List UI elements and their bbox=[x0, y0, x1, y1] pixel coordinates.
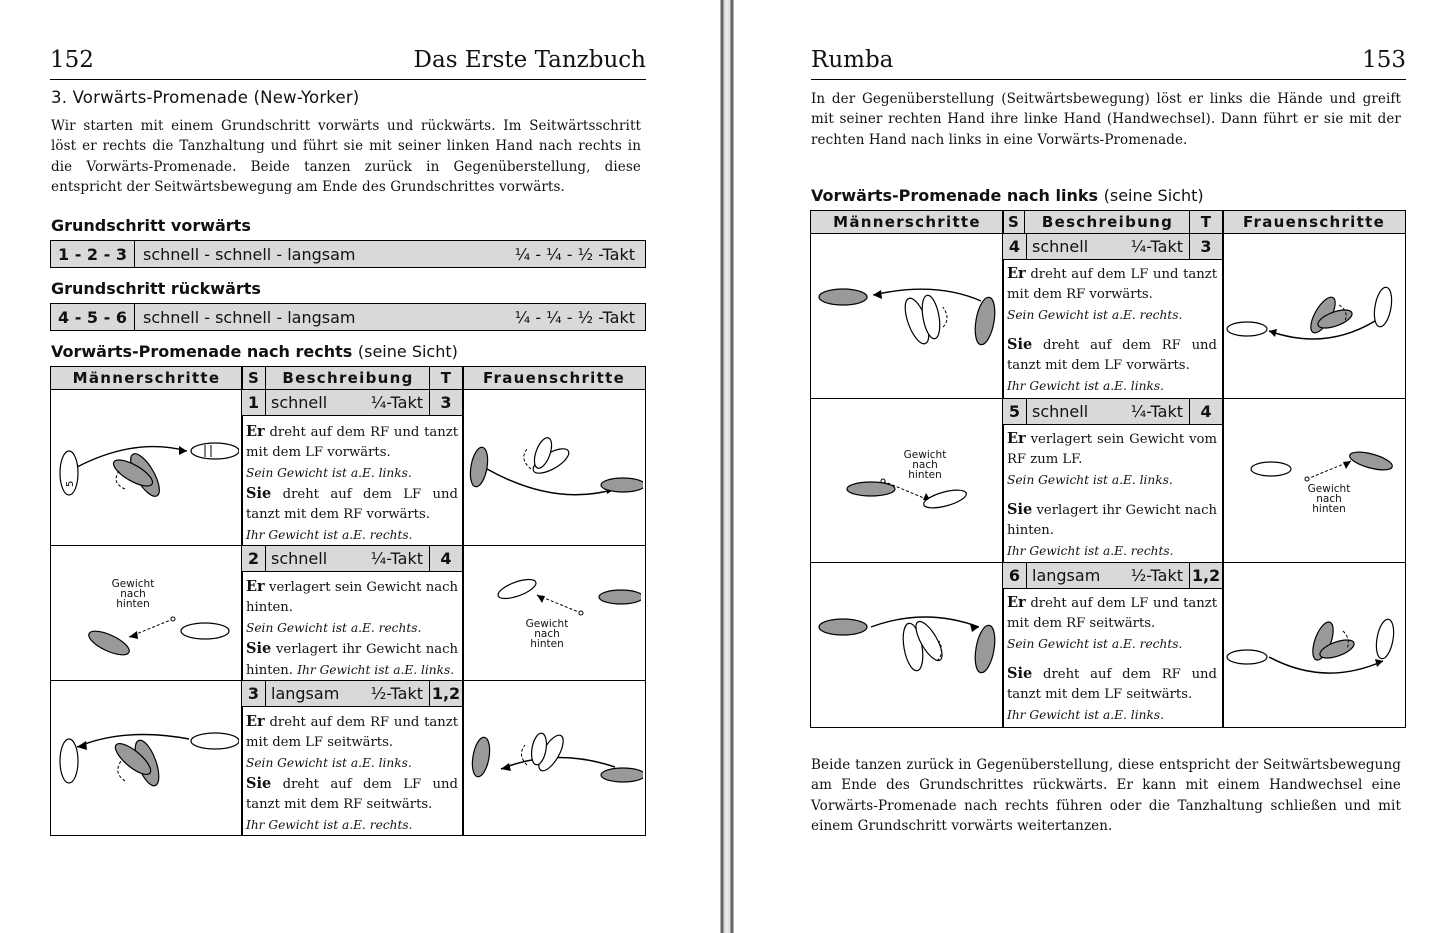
women-footprints-diagram bbox=[1225, 271, 1403, 371]
table-heading-suffix: (seine Sicht) bbox=[357, 342, 458, 361]
takt: ¼ - ¼ - ½ -Takt bbox=[514, 244, 635, 264]
divider bbox=[241, 367, 243, 835]
intro-paragraph: Wir starten mit einem Grundschritt vorwärts und rückwärts. Im Seitwärtsschritt löst er rechts die Tanzhaltung und führt sie mit seiner linken Hand nach rechts in die Vorwärts-Promenade. Beide tanzen zurück in Gegenüberstellung, diese entspricht der Seitwärtsbewegung am Ende des Grundschrittes vorwärts. bbox=[51, 118, 641, 196]
col-desc: Beschreibung bbox=[1041, 213, 1174, 231]
intro-paragraph: In der Gegenüberstellung (Seitwärtsbewegung) löst er links die Hände und greift mit seiner rechten Hand ihre linke Hand (Handwechsel). Dann führt er sie mit der rechten Hand nach links in eine Vorwärts-Promenade. bbox=[811, 91, 1401, 148]
steps-table-left bbox=[810, 210, 1406, 728]
er-text: dreht auf dem LF und tanzt mit dem RF seitwärts. bbox=[1007, 596, 1217, 632]
left-page bbox=[0, 0, 718, 933]
women-footprints-diagram bbox=[1225, 591, 1403, 701]
divider bbox=[1222, 211, 1224, 727]
er-note: Sein Gewicht ist a.E. links. bbox=[246, 466, 412, 481]
sie-text: dreht auf dem LF und tanzt mit dem RF seitwärts. bbox=[246, 776, 458, 812]
col-women: Frauenschritte bbox=[482, 369, 626, 387]
sie-label: Sie bbox=[1007, 664, 1033, 682]
takt: ¼ - ¼ - ½ -Takt bbox=[514, 307, 635, 327]
er-text: dreht auf dem LF und tanzt mit dem RF vorwärts. bbox=[1007, 267, 1217, 303]
table-header-row bbox=[811, 211, 1405, 234]
er-note: Sein Gewicht ist a.E. rechts. bbox=[246, 621, 422, 636]
men-footprints-diagram bbox=[815, 591, 999, 701]
table-header-row bbox=[51, 367, 645, 390]
er-label: Er bbox=[1007, 430, 1026, 447]
step-bar bbox=[1003, 399, 1223, 425]
er-note: Sein Gewicht ist a.E. links. bbox=[246, 756, 412, 771]
step-description bbox=[246, 422, 458, 545]
step-description bbox=[1007, 429, 1217, 561]
sie-text: dreht auf dem RF und tanzt mit dem LF vorwärts. bbox=[1007, 337, 1217, 373]
svg-text:5: 5 bbox=[65, 480, 76, 487]
basic-forward-bar bbox=[50, 240, 646, 268]
table-heading bbox=[811, 186, 1204, 205]
col-men: Männerschritte bbox=[833, 213, 981, 231]
men-footprints-diagram bbox=[81, 601, 241, 661]
step-count: 3 bbox=[1189, 234, 1222, 259]
col-women: Frauenschritte bbox=[1242, 213, 1386, 231]
divider bbox=[1002, 211, 1004, 727]
tempo: schnell - schnell - langsam bbox=[143, 244, 356, 264]
book-title: Das Erste Tanzbuch bbox=[413, 47, 646, 73]
col-s: S bbox=[247, 369, 261, 387]
sie-label: Sie bbox=[1007, 335, 1033, 353]
step-bar bbox=[242, 390, 463, 416]
col-men: Männerschritte bbox=[72, 369, 221, 387]
step-number: 1 bbox=[242, 390, 266, 415]
divider bbox=[462, 367, 464, 835]
step-takt: ½-Takt bbox=[1130, 566, 1183, 585]
men-footprints-diagram bbox=[841, 473, 1001, 523]
step-takt: ¼-Takt bbox=[1130, 402, 1183, 421]
sie-label: Sie bbox=[1007, 500, 1033, 518]
left-page-header bbox=[50, 44, 646, 80]
count: 4 - 5 - 6 bbox=[51, 304, 135, 330]
col-s: S bbox=[1007, 213, 1021, 231]
step-takt: ½-Takt bbox=[370, 684, 423, 703]
divider bbox=[1189, 211, 1190, 234]
step-count: 1,2 bbox=[1189, 563, 1222, 588]
er-note: Sein Gewicht ist a.E. links. bbox=[1007, 473, 1173, 488]
table-heading-text: Vorwärts-Promenade nach rechts bbox=[51, 342, 353, 361]
men-footprints-diagram bbox=[815, 261, 999, 381]
sie-text: verlagert ihr Gewicht nach hinten. bbox=[1007, 502, 1217, 538]
step-bar bbox=[242, 681, 463, 707]
step-description bbox=[1007, 264, 1217, 396]
section-title: 3. Vorwärts-Promenade (New-Yorker) bbox=[51, 88, 360, 107]
divider bbox=[429, 367, 430, 390]
sie-text: dreht auf dem RF und tanzt mit dem LF seitwärts. bbox=[1007, 666, 1217, 702]
sie-note: Ihr Gewicht ist a.E. links. bbox=[1007, 379, 1164, 394]
table-heading-suffix: (seine Sicht) bbox=[1103, 186, 1204, 205]
right-page bbox=[736, 0, 1455, 933]
sie-text: verlagert ihr Gewicht nach hinten. bbox=[246, 641, 458, 678]
step-tempo: schnell bbox=[271, 549, 328, 568]
er-label: Er bbox=[1007, 594, 1026, 611]
step-bar bbox=[1003, 563, 1223, 589]
chapter-title: Rumba bbox=[811, 47, 894, 73]
sie-note: Ihr Gewicht ist a.E. rechts. bbox=[1007, 544, 1174, 559]
er-text: dreht auf dem RF und tanzt mit dem LF vorwärts. bbox=[246, 425, 458, 461]
er-note: Sein Gewicht ist a.E. rechts. bbox=[1007, 637, 1183, 652]
sie-label: Sie bbox=[246, 774, 272, 792]
basic-backward-bar bbox=[50, 303, 646, 331]
steps-table-right bbox=[50, 366, 646, 836]
step-tempo: langsam bbox=[271, 684, 340, 703]
step-number: 3 bbox=[242, 681, 266, 706]
er-label: Er bbox=[1007, 265, 1026, 282]
women-footprints-diagram bbox=[465, 707, 643, 817]
book-gutter bbox=[718, 0, 736, 933]
er-text: verlagert sein Gewicht nach hinten. bbox=[246, 580, 458, 616]
step-takt: ¼-Takt bbox=[370, 549, 423, 568]
weight-back-annotation: Gewicht nach hinten bbox=[903, 449, 947, 481]
step-count: 1,2 bbox=[429, 681, 462, 706]
table-heading-text: Vorwärts-Promenade nach links bbox=[811, 186, 1099, 205]
men-footprints-diagram bbox=[55, 407, 239, 527]
weight-back-annotation: Gewicht nach hinten bbox=[111, 578, 155, 610]
step-tempo: schnell bbox=[1032, 237, 1089, 256]
col-t: T bbox=[1200, 213, 1213, 231]
step-bar bbox=[242, 546, 463, 572]
col-desc: Beschreibung bbox=[282, 369, 414, 387]
er-label: Er bbox=[246, 423, 265, 440]
step-description bbox=[246, 712, 458, 835]
step-count: 4 bbox=[429, 546, 462, 571]
sie-note: Ihr Gewicht ist a.E. rechts. bbox=[246, 528, 413, 543]
right-page-header bbox=[811, 44, 1406, 80]
step-number: 5 bbox=[1003, 399, 1027, 424]
step-count: 4 bbox=[1189, 399, 1222, 424]
step-tempo: schnell bbox=[1032, 402, 1089, 421]
sie-note: Ihr Gewicht ist a.E. links. bbox=[1007, 708, 1164, 723]
step-number: 6 bbox=[1003, 563, 1027, 588]
er-label: Er bbox=[246, 578, 265, 595]
divider bbox=[265, 367, 266, 390]
weight-back-annotation: Gewicht nach hinten bbox=[525, 618, 569, 650]
step-number: 2 bbox=[242, 546, 266, 571]
tempo: schnell - schnell - langsam bbox=[143, 307, 356, 327]
sie-note: Ihr Gewicht ist a.E. links. bbox=[297, 662, 455, 677]
sie-label: Sie bbox=[246, 639, 272, 657]
er-label: Er bbox=[246, 713, 265, 730]
step-description bbox=[246, 577, 458, 681]
outro-paragraph: Beide tanzen zurück in Gegenüberstellung, diese entspricht der Seitwärtsbewegung am Ende des Grundschrittes rückwärts. Er kann mit einem Handwechsel eine Vorwärts-Promenade nach rechts führen oder die Tanzhaltung schließen und mit einem Grundschritt vorwärts weitertanzen. bbox=[811, 757, 1401, 835]
step-description bbox=[1007, 593, 1217, 725]
step-tempo: schnell bbox=[271, 393, 328, 412]
step-takt: ¼-Takt bbox=[1130, 237, 1183, 256]
weight-back-annotation: Gewicht nach hinten bbox=[1307, 483, 1351, 515]
table-heading bbox=[51, 342, 458, 361]
er-text: verlagert sein Gewicht vom RF zum LF. bbox=[1007, 432, 1217, 468]
step-bar bbox=[1003, 234, 1223, 260]
step-count: 3 bbox=[429, 390, 462, 415]
basic-forward-heading: Grundschritt vorwärts bbox=[51, 216, 251, 235]
count: 1 - 2 - 3 bbox=[51, 241, 135, 267]
er-text: dreht auf dem RF und tanzt mit dem LF seitwärts. bbox=[246, 715, 458, 751]
step-tempo: langsam bbox=[1032, 566, 1101, 585]
sie-label: Sie bbox=[246, 484, 272, 502]
women-footprints-diagram bbox=[465, 407, 643, 527]
step-number: 4 bbox=[1003, 234, 1027, 259]
basic-backward-heading: Grundschritt rückwärts bbox=[51, 279, 261, 298]
page-number: 152 bbox=[50, 47, 94, 73]
sie-text: dreht auf dem LF und tanzt mit dem RF vorwärts. bbox=[246, 486, 458, 522]
col-t: T bbox=[440, 369, 453, 387]
step-takt: ¼-Takt bbox=[370, 393, 423, 412]
men-footprints-diagram bbox=[55, 697, 239, 827]
sie-note: Ihr Gewicht ist a.E. rechts. bbox=[246, 818, 413, 833]
page-number: 153 bbox=[1362, 47, 1406, 73]
divider bbox=[1024, 211, 1025, 234]
er-note: Sein Gewicht ist a.E. rechts. bbox=[1007, 308, 1183, 323]
